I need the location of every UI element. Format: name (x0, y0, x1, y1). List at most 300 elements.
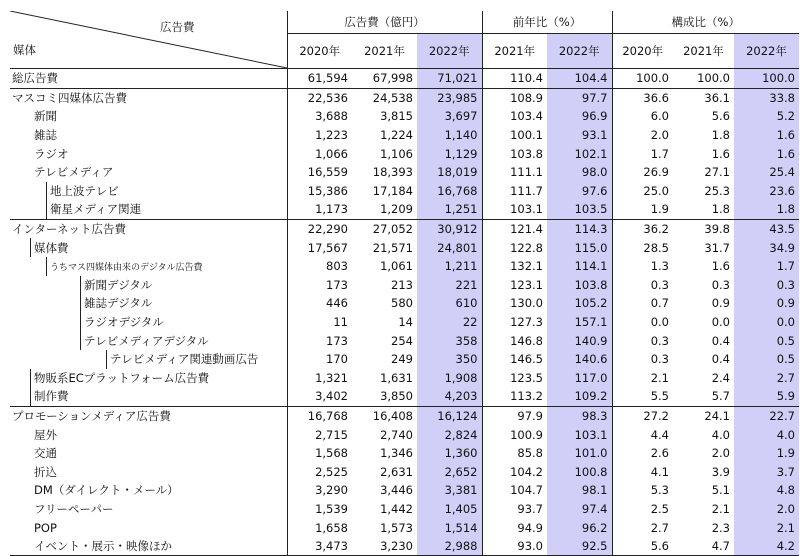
row-label: マスコミ四媒体広告費 (12, 90, 127, 105)
year-header: 2022年 (417, 34, 482, 69)
value-cell: 1,442 (380, 501, 413, 516)
value-cell: 122.8 (482, 238, 547, 257)
value-cell: 109.2 (547, 387, 612, 406)
value-cell: 140.9 (547, 331, 612, 350)
value-cell: 1,321 (287, 369, 352, 388)
value-cell: 22.7 (734, 406, 799, 425)
value-cell: 21,571 (372, 240, 413, 255)
value-cell: 1.7 (734, 257, 799, 276)
value-cell: 23.6 (734, 182, 799, 201)
value-cell: 24,801 (417, 238, 482, 257)
row-label-cell (10, 537, 287, 556)
row-label: 新聞 (34, 109, 57, 124)
value-cell: 2.1 (612, 369, 673, 388)
value-cell: 350 (417, 350, 482, 369)
value-cell: 3,473 (287, 537, 352, 556)
table-row (10, 481, 799, 500)
value-cell: 0.3 (612, 350, 673, 369)
year-header: 2020年 (287, 34, 352, 69)
value-cell: 1,573 (380, 520, 413, 535)
value-cell: 93.0 (482, 537, 547, 556)
table-row (10, 331, 799, 350)
table-row (10, 163, 799, 182)
row-label-cell (10, 369, 287, 388)
row-label-cell (10, 276, 287, 295)
value-cell: 27.1 (704, 165, 730, 180)
value-cell: 18,019 (417, 163, 482, 182)
group-header-share: 構成比（%） (612, 11, 799, 34)
value-cell: 1,061 (380, 259, 413, 274)
value-cell: 22,536 (287, 88, 352, 107)
value-cell: 1.9 (734, 444, 799, 463)
table-row (10, 182, 799, 201)
value-cell: 14 (398, 315, 413, 330)
year-header: 2021年 (352, 34, 417, 69)
value-cell: 98.3 (547, 406, 612, 425)
value-cell: 36.6 (612, 88, 673, 107)
value-cell: 100.1 (482, 126, 547, 145)
value-cell: 103.4 (482, 107, 547, 126)
row-label-cell (10, 107, 287, 126)
value-cell: 610 (417, 294, 482, 313)
value-cell: 100.0 (673, 69, 734, 89)
row-label-cell (10, 163, 287, 182)
value-cell: 101.0 (547, 444, 612, 463)
value-cell: 27,052 (352, 219, 417, 238)
value-cell: 4.2 (734, 537, 799, 556)
table-row (10, 144, 799, 163)
table-row (10, 313, 799, 332)
value-cell: 16,768 (417, 182, 482, 201)
value-cell: 16,768 (287, 406, 352, 425)
table-row (10, 500, 799, 519)
value-cell: 100.0 (734, 69, 799, 89)
value-cell: 85.8 (482, 444, 547, 463)
row-label-cell (10, 444, 287, 463)
value-cell: 170 (287, 350, 352, 369)
table-row (10, 276, 799, 295)
value-cell: 103.1 (547, 425, 612, 444)
value-cell: 2.5 (612, 500, 673, 519)
row-label-cell (10, 200, 287, 219)
value-cell: 127.3 (482, 313, 547, 332)
value-cell: 22,290 (287, 219, 352, 238)
value-cell: 5.3 (612, 481, 673, 500)
value-cell: 114.3 (547, 219, 612, 238)
value-cell: 97.4 (547, 500, 612, 519)
row-label-cell (10, 481, 287, 500)
value-cell: 123.1 (482, 276, 547, 295)
value-cell: 16,124 (417, 406, 482, 425)
value-cell: 36.1 (673, 88, 734, 107)
table-row (10, 107, 799, 126)
table-row (10, 219, 799, 238)
value-cell: 1,405 (417, 500, 482, 519)
value-cell: 92.5 (547, 537, 612, 556)
value-cell: 580 (391, 296, 413, 311)
value-cell: 97.6 (547, 182, 612, 201)
row-label-cell (10, 126, 287, 145)
value-cell: 43.5 (734, 219, 799, 238)
table-row (10, 257, 799, 276)
table-row (10, 387, 799, 406)
value-cell: 1,658 (287, 518, 352, 537)
value-cell: 3,446 (380, 483, 413, 498)
value-cell: 2,631 (380, 464, 413, 479)
row-label: DM（ダイレクト・メール） (34, 483, 179, 498)
corner-bottom-label: 媒体 (13, 43, 36, 57)
value-cell: 17,184 (372, 183, 413, 198)
year-header: 2021年 (482, 34, 547, 69)
value-cell: 4.0 (711, 427, 730, 442)
value-cell: 103.8 (482, 144, 547, 163)
value-cell: 71,021 (417, 69, 482, 89)
value-cell: 117.0 (547, 369, 612, 388)
value-cell: 803 (287, 257, 352, 276)
value-cell: 0.3 (612, 331, 673, 350)
value-cell: 0.9 (734, 294, 799, 313)
table-row (10, 425, 799, 444)
value-cell: 2,525 (287, 462, 352, 481)
value-cell: 1,539 (287, 500, 352, 519)
row-label: テレビメディア (34, 165, 114, 180)
value-cell: 249 (391, 352, 413, 367)
value-cell: 93.7 (482, 500, 547, 519)
value-cell: 103.8 (547, 276, 612, 295)
value-cell: 0.0 (711, 315, 730, 330)
value-cell: 2,740 (380, 427, 413, 442)
value-cell: 103.1 (482, 200, 547, 219)
value-cell: 1.6 (711, 146, 730, 161)
value-cell: 25.4 (734, 163, 799, 182)
value-cell: 3,697 (417, 107, 482, 126)
value-cell: 96.2 (547, 518, 612, 537)
value-cell: 0.3 (612, 276, 673, 295)
value-cell: 2.1 (711, 501, 730, 516)
value-cell: 221 (417, 276, 482, 295)
value-cell: 3,290 (287, 481, 352, 500)
value-cell: 1.6 (734, 126, 799, 145)
value-cell: 31.7 (704, 240, 730, 255)
value-cell: 104.4 (547, 69, 612, 89)
value-cell: 1,251 (417, 200, 482, 219)
row-label: 新聞デジタル (84, 277, 153, 292)
value-cell: 140.6 (547, 350, 612, 369)
value-cell: 146.8 (482, 331, 547, 350)
value-cell: 1.8 (711, 128, 730, 143)
row-label: 物販系ECプラットフォーム広告費 (34, 370, 210, 385)
row-label-cell (10, 88, 287, 107)
value-cell: 2.6 (612, 444, 673, 463)
row-label-cell (10, 69, 287, 89)
row-label: ラジオ (34, 146, 69, 161)
value-cell: 1,106 (380, 146, 413, 161)
table-row (10, 238, 799, 257)
value-cell: 1,129 (417, 144, 482, 163)
value-cell: 39.8 (673, 219, 734, 238)
year-header: 2022年 (547, 34, 612, 69)
table-row (10, 126, 799, 145)
value-cell: 1,346 (380, 446, 413, 461)
value-cell: 1.3 (612, 257, 673, 276)
value-cell: 2,715 (287, 425, 352, 444)
value-cell: 18,393 (372, 165, 413, 180)
ad-expenditure-table-wrapper (10, 11, 799, 556)
value-cell: 15,386 (287, 182, 352, 201)
value-cell: 100.8 (547, 462, 612, 481)
value-cell: 3,850 (380, 389, 413, 404)
value-cell: 103.5 (547, 200, 612, 219)
year-header: 2021年 (673, 34, 734, 69)
value-cell: 358 (417, 331, 482, 350)
value-cell: 2.0 (711, 446, 730, 461)
row-label-cell (10, 294, 287, 313)
value-cell: 5.2 (734, 107, 799, 126)
value-cell: 3,688 (287, 107, 352, 126)
value-cell: 3.9 (711, 464, 730, 479)
value-cell: 23,985 (417, 88, 482, 107)
table-row (10, 537, 799, 556)
corner-top-label: 広告費 (160, 20, 195, 34)
row-label-cell (10, 331, 287, 350)
value-cell: 96.9 (547, 107, 612, 126)
value-cell: 2.1 (734, 518, 799, 537)
table-row (10, 350, 799, 369)
row-label: 屋外 (34, 427, 57, 442)
table-row (10, 294, 799, 313)
value-cell: 104.2 (482, 462, 547, 481)
value-cell: 1,568 (287, 444, 352, 463)
value-cell: 24.1 (673, 406, 734, 425)
table-row (10, 518, 799, 537)
value-cell: 0.9 (711, 296, 730, 311)
row-label: プロモーションメディア広告費 (12, 408, 171, 423)
value-cell: 0.4 (711, 352, 730, 367)
value-cell: 2.3 (711, 520, 730, 535)
ad-expenditure-table (10, 11, 799, 556)
value-cell: 4,203 (417, 387, 482, 406)
value-cell: 5.7 (711, 389, 730, 404)
header-row-groups (10, 11, 799, 34)
row-label-cell (10, 500, 287, 519)
row-label: 雑誌デジタル (84, 296, 153, 311)
value-cell: 115.0 (547, 238, 612, 257)
value-cell: 2.4 (711, 370, 730, 385)
value-cell: 1,173 (287, 200, 352, 219)
value-cell: 110.4 (482, 69, 547, 89)
value-cell: 97.7 (547, 88, 612, 107)
table-row (10, 444, 799, 463)
row-label-cell (10, 219, 287, 238)
row-label: テレビメディアデジタル (84, 333, 209, 348)
value-cell: 1,223 (287, 126, 352, 145)
row-label: テレビメディア関連動画広告 (110, 352, 259, 367)
row-label: 媒体費 (34, 240, 69, 255)
value-cell: 1,211 (417, 257, 482, 276)
value-cell: 1,360 (417, 444, 482, 463)
value-cell: 111.1 (482, 163, 547, 182)
value-cell: 1,224 (380, 128, 413, 143)
row-label: POP (34, 520, 57, 535)
row-label: ラジオデジタル (84, 315, 164, 330)
value-cell: 17,567 (287, 238, 352, 257)
table-row (10, 69, 799, 89)
value-cell: 3.7 (734, 462, 799, 481)
row-label: 交通 (34, 446, 57, 461)
value-cell: 1.7 (612, 144, 673, 163)
value-cell: 4.4 (612, 425, 673, 444)
value-cell: 93.1 (547, 126, 612, 145)
value-cell: 254 (391, 333, 413, 348)
value-cell: 4.0 (734, 425, 799, 444)
row-label-cell (10, 406, 287, 425)
value-cell: 67,998 (352, 69, 417, 89)
value-cell: 98.1 (547, 481, 612, 500)
value-cell: 0.7 (612, 294, 673, 313)
value-cell: 100.0 (612, 69, 673, 89)
row-label: 地上波テレビ (50, 183, 119, 198)
value-cell: 132.1 (482, 257, 547, 276)
value-cell: 5.5 (612, 387, 673, 406)
value-cell: 1,514 (417, 518, 482, 537)
value-cell: 0.5 (734, 331, 799, 350)
value-cell: 100.9 (482, 425, 547, 444)
value-cell: 213 (391, 277, 413, 292)
value-cell: 24,538 (352, 88, 417, 107)
value-cell: 25.0 (612, 182, 673, 201)
value-cell: 1,140 (417, 126, 482, 145)
value-cell: 2,652 (417, 462, 482, 481)
value-cell: 28.5 (612, 238, 673, 257)
corner-header-cell (10, 11, 287, 69)
value-cell: 1.6 (734, 144, 799, 163)
value-cell: 25.3 (704, 183, 730, 198)
value-cell: 94.9 (482, 518, 547, 537)
value-cell: 1.8 (711, 202, 730, 217)
value-cell: 0.3 (711, 277, 730, 292)
corner-diagonal-line (10, 11, 287, 68)
value-cell: 173 (287, 276, 352, 295)
row-label: インターネット広告費 (12, 222, 126, 237)
value-cell: 1,066 (287, 144, 352, 163)
table-row (10, 200, 799, 219)
value-cell: 61,594 (287, 69, 352, 89)
value-cell: 3,381 (417, 481, 482, 500)
row-label-cell (10, 462, 287, 481)
row-label-cell (10, 144, 287, 163)
value-cell: 123.5 (482, 369, 547, 388)
table-row (10, 369, 799, 388)
value-cell: 16,408 (352, 406, 417, 425)
row-label-cell (10, 238, 287, 257)
row-label: イベント・展示・映像ほか (34, 539, 172, 554)
row-label-cell (10, 257, 287, 276)
value-cell: 157.1 (547, 313, 612, 332)
year-header: 2022年 (734, 34, 799, 69)
value-cell: 16,559 (287, 163, 352, 182)
table-row (10, 88, 799, 107)
row-label-cell (10, 425, 287, 444)
row-label: 総広告費 (12, 71, 58, 86)
value-cell: 33.8 (734, 88, 799, 107)
year-header: 2020年 (612, 34, 673, 69)
value-cell: 2.0 (734, 500, 799, 519)
value-cell: 3,815 (380, 109, 413, 124)
table-row (10, 406, 799, 425)
value-cell: 36.2 (612, 219, 673, 238)
value-cell: 2.7 (734, 369, 799, 388)
value-cell: 0.5 (734, 350, 799, 369)
value-cell: 3,402 (287, 387, 352, 406)
value-cell: 5.1 (711, 483, 730, 498)
row-label-cell (10, 313, 287, 332)
value-cell: 2,988 (417, 537, 482, 556)
value-cell: 1.9 (612, 200, 673, 219)
value-cell: 111.7 (482, 182, 547, 201)
value-cell: 0.0 (734, 313, 799, 332)
value-cell: 114.1 (547, 257, 612, 276)
value-cell: 173 (287, 331, 352, 350)
value-cell: 446 (287, 294, 352, 313)
value-cell: 2.0 (612, 126, 673, 145)
value-cell: 0.0 (612, 313, 673, 332)
row-label-cell (10, 518, 287, 537)
value-cell: 98.0 (547, 163, 612, 182)
value-cell: 11 (287, 313, 352, 332)
value-cell: 0.3 (734, 276, 799, 295)
value-cell: 1,631 (380, 370, 413, 385)
value-cell: 1,908 (417, 369, 482, 388)
row-label: 衛星メディア関連 (50, 202, 142, 217)
value-cell: 121.4 (482, 219, 547, 238)
value-cell: 104.7 (482, 481, 547, 500)
group-header-yoy: 前年比（%） (482, 11, 612, 34)
value-cell: 5.6 (612, 537, 673, 556)
value-cell: 113.2 (482, 387, 547, 406)
row-label-cell (10, 350, 287, 369)
row-label-cell (10, 182, 287, 201)
value-cell: 108.9 (482, 88, 547, 107)
row-label: うちマス四媒体由来のデジタル広告費 (50, 263, 203, 274)
value-cell: 1.8 (734, 200, 799, 219)
value-cell: 0.4 (711, 333, 730, 348)
value-cell: 2,824 (417, 425, 482, 444)
row-label: 制作費 (34, 389, 69, 404)
value-cell: 102.1 (547, 144, 612, 163)
value-cell: 5.9 (734, 387, 799, 406)
row-label: 雑誌 (34, 128, 57, 143)
value-cell: 4.8 (734, 481, 799, 500)
value-cell: 1.6 (711, 259, 730, 274)
value-cell: 26.9 (612, 163, 673, 182)
value-cell: 4.7 (673, 537, 734, 556)
value-cell: 34.9 (734, 238, 799, 257)
value-cell: 6.0 (612, 107, 673, 126)
row-label: フリーペーパー (34, 501, 114, 516)
value-cell: 1,209 (380, 202, 413, 217)
value-cell: 30,912 (417, 219, 482, 238)
table-row (10, 462, 799, 481)
value-cell: 97.9 (482, 406, 547, 425)
row-label-cell (10, 387, 287, 406)
value-cell: 130.0 (482, 294, 547, 313)
value-cell: 5.6 (711, 109, 730, 124)
value-cell: 22 (417, 313, 482, 332)
value-cell: 4.1 (612, 462, 673, 481)
group-header-expenditure: 広告費（億円） (287, 11, 482, 34)
value-cell: 2.7 (612, 518, 673, 537)
value-cell: 3,230 (352, 537, 417, 556)
